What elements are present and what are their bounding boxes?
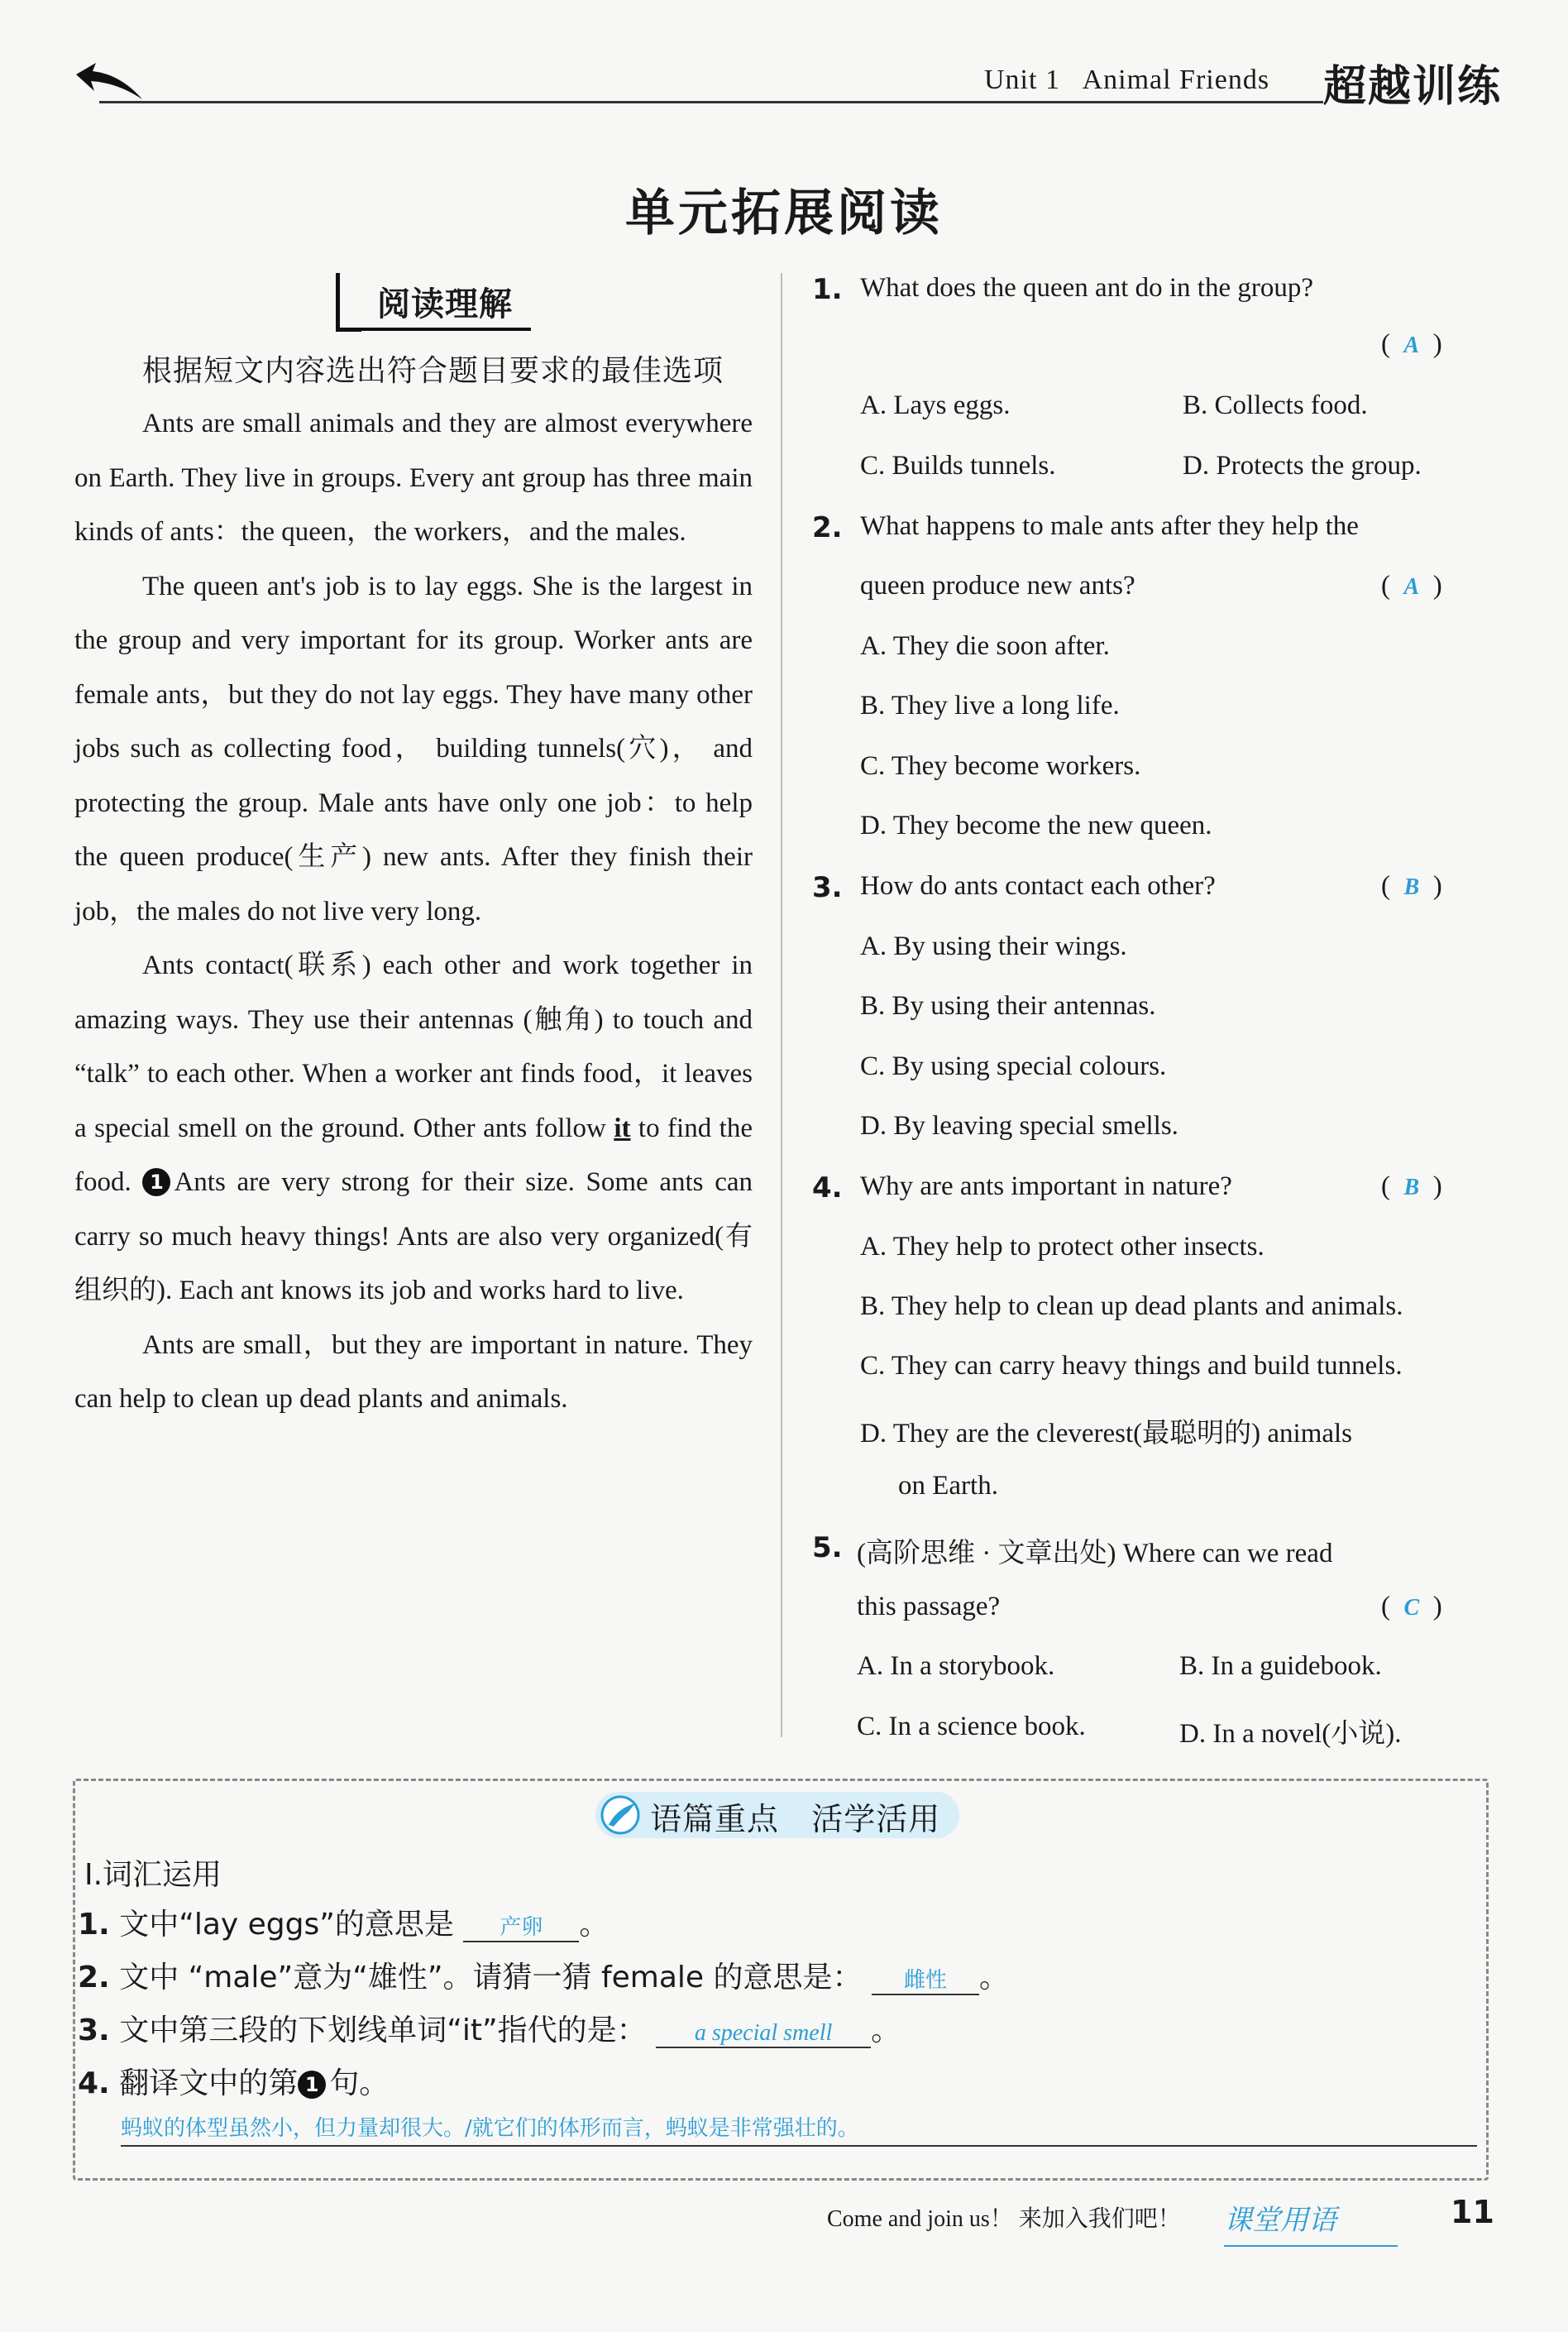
vocab-item-1: [78, 1901, 609, 1943]
option: B. They help to clean up dead plants and animals.: [860, 1291, 1403, 1321]
question-number: 3.: [812, 871, 843, 904]
answer-letter: B: [1403, 874, 1420, 900]
question-stem: What happens to male ants after they help the: [860, 511, 1359, 541]
option: B. In a guidebook.: [1179, 1651, 1382, 1681]
question-stem: How do ants contact each other?: [860, 871, 1216, 901]
option: D. Protects the group.: [1183, 451, 1422, 481]
vocab-item-4: [78, 2060, 389, 2102]
answer-bracket: ( C ): [1381, 1592, 1442, 1621]
option: D. They are the cleverest(最聪明的) animals: [860, 1419, 1353, 1449]
question-number: 1.: [812, 273, 843, 306]
passage-text: Ants are very strong for their size. Some ants can carry so much heavy things! Ants are also very organized(有组织的). Each ant knows its job and works hard to live.: [74, 1167, 753, 1305]
item-text: 文中“lay eggs”的意思是: [119, 1908, 454, 1942]
passage-paragraph-1: Ants are small animals and they are almost everywhere on Earth. They live in groups. Every ant group has three main kinds of ants：the queen，the workers，and the males.: [74, 409, 753, 547]
answer-bracket: ( A ): [1381, 571, 1442, 601]
item-text: 句。: [329, 2066, 390, 2100]
item-text: 文中第三段的下划线单词“it”指代的是：: [119, 2014, 647, 2047]
vocab-item-2: [78, 1954, 1009, 1996]
box-banner-text: 语篇重点 活学活用: [650, 1801, 941, 1837]
answer-blank[interactable]: 雌性: [872, 1963, 979, 1995]
question-number: 4.: [812, 1171, 843, 1204]
translation-answer[interactable]: 蚂蚁的体型虽然小，但力量却很大。/就它们的体形而言，蚂蚁是非常强壮的。: [121, 2111, 1477, 2147]
passage-paragraph-2: The queen ant's job is to lay eggs. She is the largest in the group and very important for its group. Worker ants are female ants，but they do not lay eggs. They have many other jobs such as collecting food， building tunnels(穴)， and protecting the group. Male ants have only one job：to help the queen produce(生产) new ants. After they finish their job，the males do not live very long.: [74, 571, 753, 927]
option: B. Collects food.: [1183, 390, 1368, 420]
option: D. In a novel(小说).: [1179, 1719, 1402, 1749]
option: B. They live a long life.: [860, 691, 1120, 721]
option: B. By using their antennas.: [860, 991, 1156, 1021]
question-stem: What does the queen ant do in the group?: [860, 273, 1313, 303]
swoosh-icon: [599, 1793, 645, 1836]
item-text: 文中 “male”意为“雄性”。请猜一猜 female 的意思是：: [119, 1961, 863, 1994]
item-end: 。: [871, 2014, 901, 2047]
header-unit: Unit 1 Animal Friends: [984, 65, 1270, 95]
item-number: 4.: [78, 2066, 110, 2100]
answer-bracket: ( B ): [1381, 1171, 1442, 1201]
option: C. In a science book.: [857, 1712, 1086, 1741]
item-number: 3.: [78, 2014, 110, 2047]
passage-text: to find the food.: [74, 1113, 753, 1197]
option: C. They become workers.: [860, 751, 1141, 781]
item-number: 2.: [78, 1961, 110, 1994]
answer-bracket: ( B ): [1381, 871, 1442, 901]
vocab-section-title: Ⅰ.词汇运用: [84, 1858, 222, 1892]
footer-text: Come and join us！ 来加入我们吧！: [827, 2206, 1181, 2232]
passage-paragraph-3: [74, 939, 753, 1319]
sentence-marker: 1: [298, 2071, 326, 2099]
item-text: 翻译文中的第: [119, 2066, 299, 2100]
option: A. They die soon after.: [860, 631, 1110, 661]
item-end: 。: [579, 1908, 610, 1942]
question-number: 2.: [812, 511, 843, 544]
footer-underline: [1224, 2245, 1398, 2247]
section-bracket: [336, 273, 361, 332]
answer-letter: C: [1403, 1595, 1420, 1621]
option: C. They can carry heavy things and build tunnels.: [860, 1351, 1403, 1381]
passage-paragraph-4: Ants are small，but they are important in nature. They can help to clean up dead plants and animals.: [74, 1329, 753, 1414]
option: C. By using special colours.: [860, 1051, 1167, 1081]
section-label-text: 阅读理解: [377, 285, 513, 323]
question-number: 5.: [812, 1531, 843, 1564]
passage-text: Ants contact(联系) each other and work together in amazing ways. They use their antennas (触角) to touch and “talk” to each other. When a worker ant finds food，it leaves a special smell on the ground. Other ants follow: [74, 951, 753, 1143]
answer-blank[interactable]: a special smell: [656, 2020, 871, 2048]
option: C. Builds tunnels.: [860, 451, 1056, 481]
answer-letter: A: [1403, 333, 1420, 358]
sentence-marker: 1: [142, 1168, 170, 1196]
option-continuation: on Earth.: [898, 1471, 998, 1501]
option: A. They help to protect other insects.: [860, 1232, 1264, 1262]
option: A. In a storybook.: [857, 1651, 1055, 1681]
answer-letter: A: [1403, 574, 1420, 600]
question-stem: queen produce new ants?: [860, 571, 1135, 601]
question-stem: (高阶思维 · 文章出处) Where can we read: [857, 1539, 1333, 1568]
answer-letter: B: [1403, 1175, 1420, 1200]
option: A. By using their wings.: [860, 931, 1127, 961]
question-stem: this passage?: [857, 1592, 1001, 1621]
header-rule: [99, 101, 1323, 103]
footer-brand: 课堂用语: [1224, 2204, 1336, 2237]
section-underline: [357, 328, 531, 331]
option: A. Lays eggs.: [860, 390, 1011, 420]
answer-blank[interactable]: 产卵: [463, 1910, 579, 1942]
underlined-word-it: it: [614, 1113, 631, 1143]
reading-passage: [74, 397, 753, 1427]
instruction: 根据短文内容选出符合题目要求的最佳选项: [142, 354, 724, 388]
page-title: 单元拓展阅读: [625, 184, 943, 242]
column-divider: [781, 273, 782, 1737]
item-end: 。: [978, 1961, 1009, 1994]
page-number: 11: [1451, 2194, 1494, 2230]
question-stem: Why are ants important in nature?: [860, 1171, 1232, 1201]
option: D. By leaving special smells.: [860, 1111, 1178, 1141]
header-brand: 超越训练: [1323, 62, 1503, 112]
item-number: 1.: [78, 1908, 110, 1942]
option: D. They become the new queen.: [860, 811, 1212, 840]
answer-bracket: ( A ): [1381, 329, 1442, 359]
vocab-item-3: [78, 2007, 901, 2049]
